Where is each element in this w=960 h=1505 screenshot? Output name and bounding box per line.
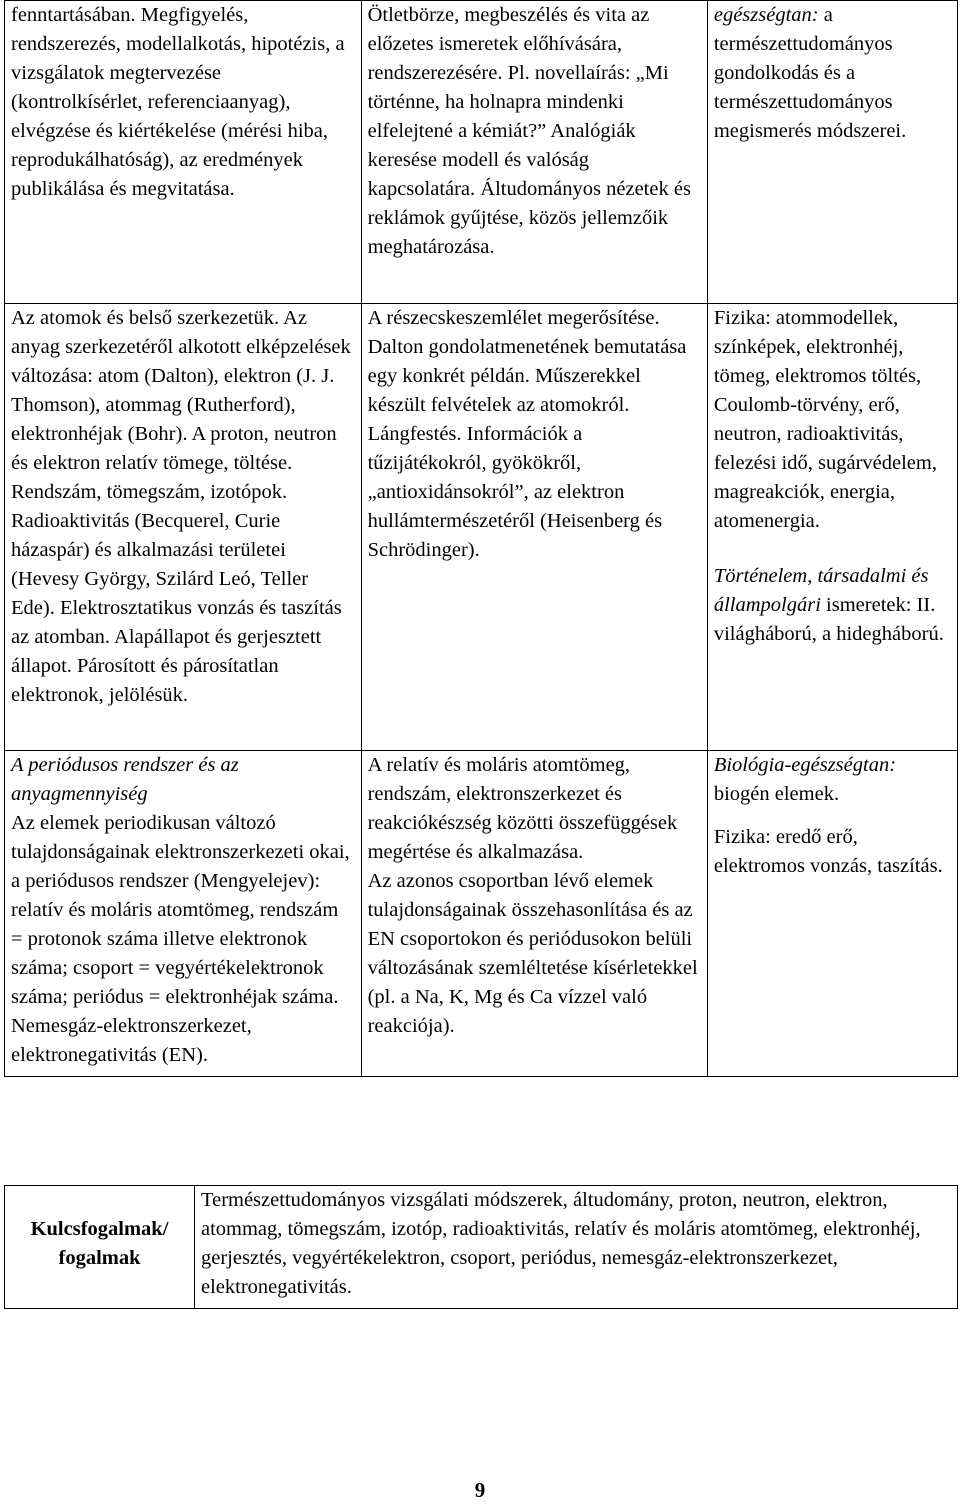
content-cell: [5, 304, 362, 751]
connections-cell: [707, 1, 957, 304]
activities-text: Ötletbörze, megbeszélés és vita az előzetes ismeretek előhívására, rendszerezésére. Pl. novellaírás: „Mi történne, ha holnapra mindenki elfelejtené a kémiát?” Analógiák keresése modell és valóság kapcsolatára. Áltudományos nézetek és reklámok gyűjtése, közös jellemzőik meghatározása.: [367, 4, 691, 258]
subject-name: Biológia-egészségtan:: [713, 754, 897, 776]
keywords-table: [4, 1185, 958, 1309]
content-cell: [5, 751, 362, 1077]
connections-text: Fizika: eredő erő, elektromos vonzás, taszítás.: [713, 826, 943, 877]
section-title: A periódusos rendszer és az anyagmennyiség: [11, 754, 239, 805]
keywords-text: Természettudományos vizsgálati módszerek, áltudomány, proton, neutron, elektron, atommag, tömegszám, izotóp, radioaktivitás, relatív és moláris atomtömeg, elektronhéj, gerjesztés, vegyértékelektron, csoport, periódus, nemesgáz-elektronszerkezet, elektronegativitás.: [195, 1186, 958, 1309]
activities-cell: [361, 1, 707, 304]
table-row: [5, 304, 958, 751]
activities-text: Az azonos csoportban lévő elemek tulajdonságainak összehasonlítása és az EN csoportokon és periódusokon belüli változásának szemléltetése kísérletekkel (pl. a Na, K, Mg és Ca vízzel való reakciója).: [367, 870, 698, 1037]
curriculum-table: [4, 0, 958, 1077]
connections-detail: biogén elemek.: [713, 783, 840, 805]
connections-text: [714, 1, 951, 146]
table-row: [5, 751, 958, 1077]
activities-cell: [361, 751, 707, 1077]
subject-name: Történelem, társadalmi és állampolgári: [713, 565, 929, 616]
connections-text: [714, 751, 951, 809]
table-row: [5, 1, 958, 304]
content-cell: [5, 1, 362, 304]
connections-detail: ismeretek: II. világháború, a hidegháború.: [713, 594, 944, 645]
keywords-label: Kulcsfogalmak/ fogalmak: [5, 1186, 195, 1309]
activities-cell: [361, 304, 707, 751]
connections-cell: [707, 751, 957, 1077]
page-number: 9: [474, 1478, 486, 1502]
connections-detail: a természettudományos gondolkodás és a természettudományos megismerés módszerei.: [713, 4, 907, 142]
content-text: fenntartásában. Megfigyelés, rendszerezés, modellalkotás, hipotézis, a vizsgálatok megtervezése (kontrolkísérlet, referenciaanyag), elvégzése és kiértékelése (mérési hiba, reprodukálhatóság), az eredmények publikálása és megvitatása.: [11, 4, 345, 200]
activities-text: A relatív és moláris atomtömeg, rendszám, elektronszerkezet és reakciókészség közötti összefüggések megértése és alkalmazása.: [367, 754, 678, 863]
keywords-row: [5, 1186, 958, 1309]
content-text: Az atomok és belső szerkezetük. Az anyag szerkezetéről alkotott elképzelések változása: atom (Dalton), elektron (J. J. Thomson), atommag (Rutherford), elektronhéjak (Bohr). A proton, neutron és elektron relatív tömege, töltése. Rendszám, tömegszám, izotópok. Radioaktivitás (Becquerel, Curie házaspár) és alkalmazási területei (Hevesy György, Szilárd Leó, Teller Ede). Elektrosztatikus vonzás és taszítás az atomban. Alapállapot és gerjesztett állapot. Párosított és párosítatlan elektronok, jelölésük.: [11, 307, 351, 706]
activities-text: A részecskeszemlélet megerősítése. Dalton gondolatmenetének bemutatása egy konkrét példán. Műszerekkel készült felvételek az atomokról. Lángfestés. Információk a tűzijátékokról, gyökökről, „antioxidánsokról”, az elektron hullámtermészetéről (Heisenberg és Schrödinger).: [367, 307, 687, 561]
connections-cell: [707, 304, 957, 751]
subject-name: egészségtan:: [713, 4, 819, 26]
connections-text: Fizika: atommodellek, színképek, elektronhéj, tömeg, elektromos töltés, Coulomb-törvény, erő, neutron, radioaktivitás, felezési idő, sugárvédelem, magreakciók, energia, atomenergia.: [713, 307, 937, 532]
connections-text: [714, 562, 951, 649]
content-text: Az elemek periodikusan változó tulajdonságainak elektronszerkezeti okai, a periódusos rendszer (Mengyelejev): relatív és moláris atomtömeg, rendszám = protonok száma illetve elektronok száma; csoport = vegyértékelektronok száma; periódus = elektronhéjak száma. Nemesgáz-elektronszerkezet, elektronegativitás (EN).: [11, 812, 350, 1066]
